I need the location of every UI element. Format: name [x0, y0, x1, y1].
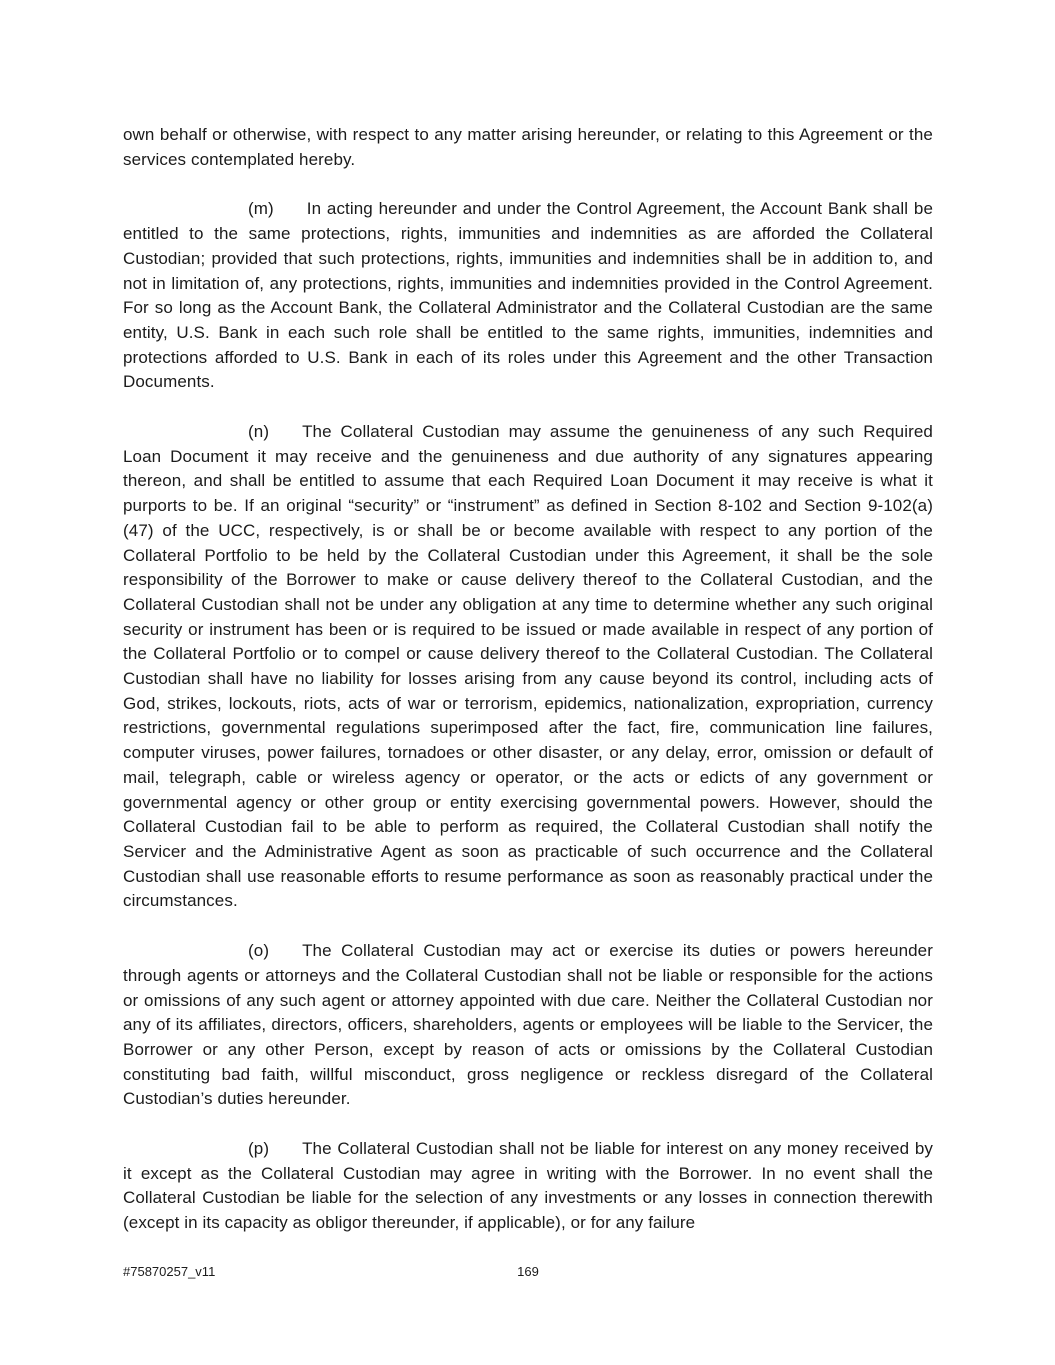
paragraph-label: (p)	[248, 1139, 270, 1159]
paragraph-text: The Collateral Custodian may act or exercise its duties or powers hereunder through agents or attorneys and the Collateral Custodian shall not be liable or responsible for the actions or omissions of any such agent or attorney appointed with due care. Neither the Collateral Custodian nor any of its affiliates, directors, officers, shareholders, agents or employees will be liable to the Servicer, the Borrower or any other Person, except by reason of acts or omissions by the Collateral Custodian constituting bad faith, willful misconduct, gross negligence or reckless disregard of the Collateral Custodian’s duties hereunder.	[123, 941, 933, 1109]
paragraph-text: own behalf or otherwise, with respect to any matter arising hereunder, or relating to this Agreement or the services contemplated hereby.	[123, 125, 933, 169]
paragraph-text: The Collateral Custodian may assume the genuineness of any such Required Loan Document it may receive and the genuineness and due authority of any signatures appearing thereon, and shall be entitled to assume that each Required Loan Document it may receive is what it purports to be. If an original “security” or “instrument” as defined in Section 8-102 and Section 9-102(a)(47) of the UCC, respectively, is or shall be or become available with respect to any portion of the Collateral Portfolio to be held by the Collateral Custodian under this Agreement, it shall be the sole responsibility of the Borrower to make or cause delivery thereof to the Collateral Custodian, and the Collateral Custodian shall not be under any obligation at any time to determine whether any such original security or instrument has been or is required to be issued or made available in respect of any portion of the Collateral Portfolio or to compel or cause delivery thereof to the Collateral Custodian. The Collateral Custodian shall have no liability for losses arising from any cause beyond its control, including acts of God, strikes, lockouts, riots, acts of war or terrorism, epidemics, nationalization, expropriation, currency restrictions, governmental regulations superimposed after the fact, fire, communication line failures, computer viruses, power failures, tornadoes or other disaster, or any delay, error, omission or default of mail, telegraph, cable or wireless agency or operator, or the acts or edicts of any government or governmental agency or other group or entity exercising governmental powers. However, should the Collateral Custodian fail to be able to perform as required, the Collateral Custodian shall notify the Servicer and the Administrative Agent as soon as practicable of such occurrence and the Collateral Custodian shall use reasonable efforts to resume performance as soon as reasonably practical under the circumstances.	[123, 422, 933, 911]
paragraph-m	[123, 197, 933, 395]
paragraph-label: (o)	[248, 941, 270, 961]
paragraph-label: (n)	[248, 422, 270, 442]
paragraph-text: The Collateral Custodian shall not be liable for interest on any money received by it except as the Collateral Custodian may agree in writing with the Borrower. In no event shall the Collateral Custodian be liable for the selection of any investments or any losses in connection therewith (except in its capacity as obligor thereunder, if applicable), or for any failure	[123, 1139, 933, 1233]
footer-page-number: 169	[517, 1264, 539, 1279]
paragraph-n	[123, 420, 933, 914]
footer-document-id: #75870257_v11	[123, 1264, 216, 1279]
paragraph-label: (m)	[248, 199, 274, 219]
paragraph-o	[123, 939, 933, 1112]
document-body	[123, 123, 933, 1236]
paragraph-p	[123, 1137, 933, 1236]
paragraph-continuation	[123, 123, 933, 172]
paragraph-text: In acting hereunder and under the Control Agreement, the Account Bank shall be entitled to the same protections, rights, immunities and indemnities as are afforded the Collateral Custodian; provided that such protections, rights, immunities and indemnities shall be in addition to, and not in limitation of, any protections, rights, immunities and indemnities provided in the Control Agreement. For so long as the Account Bank, the Collateral Administrator and the Collateral Custodian are the same entity, U.S. Bank in each such role shall be entitled to the same rights, immunities, indemnities and protections afforded to U.S. Bank in each of its roles under this Agreement and the other Transaction Documents.	[123, 199, 933, 392]
